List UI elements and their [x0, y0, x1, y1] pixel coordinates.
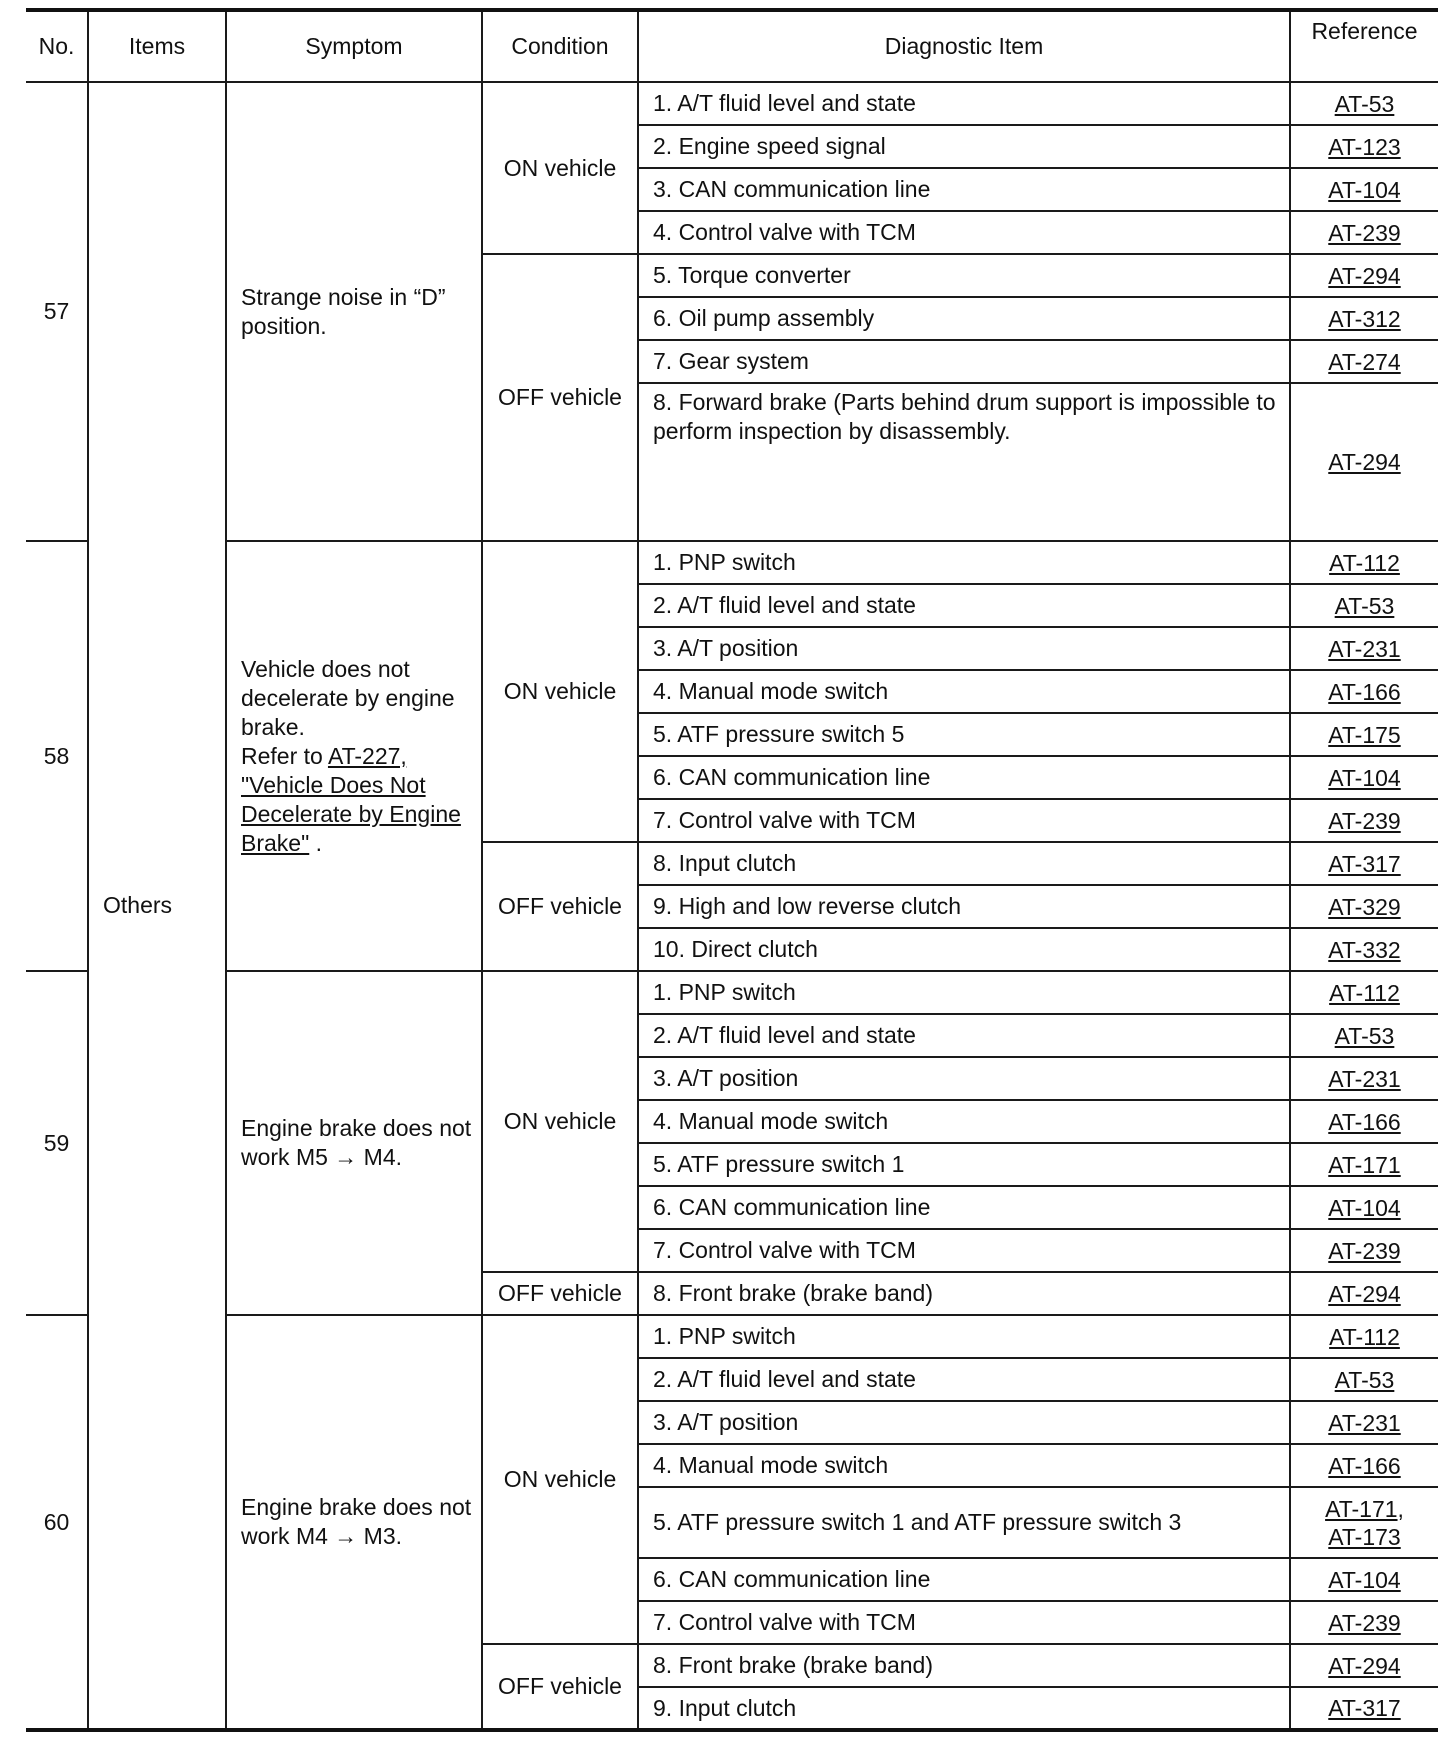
- reference-cell: [1290, 885, 1438, 928]
- condition-off-vehicle: OFF vehicle: [482, 842, 638, 971]
- reference-link[interactable]: AT-104: [1328, 764, 1401, 791]
- diagnostic-item: 5. ATF pressure switch 1: [638, 1143, 1290, 1186]
- diagnostic-item: 7. Control valve with TCM: [638, 1601, 1290, 1644]
- reference-cell: [1290, 1315, 1438, 1358]
- row-number-60: 60: [26, 1315, 88, 1730]
- reference-link[interactable]: AT-317: [1328, 1695, 1401, 1721]
- diagnostic-item: 7. Gear system: [638, 340, 1290, 383]
- condition-on-vehicle: ON vehicle: [482, 971, 638, 1272]
- reference-link[interactable]: AT-294: [1328, 1652, 1401, 1679]
- condition-on-vehicle: ON vehicle: [482, 1315, 638, 1644]
- diagnostic-item: 9. High and low reverse clutch: [638, 885, 1290, 928]
- reference-link[interactable]: AT-104: [1328, 176, 1401, 203]
- reference-link[interactable]: AT-166: [1328, 1108, 1401, 1135]
- header-symptom: Symptom: [226, 10, 482, 82]
- reference-link[interactable]: AT-112: [1329, 549, 1400, 576]
- diagnostic-item: 7. Control valve with TCM: [638, 799, 1290, 842]
- diagnostic-item: 7. Control valve with TCM: [638, 1229, 1290, 1272]
- reference-cell: [1290, 670, 1438, 713]
- reference-link[interactable]: AT-294: [1328, 262, 1401, 289]
- reference-cell: [1290, 125, 1438, 168]
- header-items: Items: [88, 10, 226, 82]
- reference-cell: [1290, 1558, 1438, 1601]
- reference-link[interactable]: AT-104: [1328, 1194, 1401, 1221]
- reference-link[interactable]: AT-231: [1328, 1409, 1401, 1436]
- diagnostic-item: 2. A/T fluid level and state: [638, 584, 1290, 627]
- reference-cell: [1290, 756, 1438, 799]
- reference-cell: [1290, 842, 1438, 885]
- diagnostic-item: 1. PNP switch: [638, 971, 1290, 1014]
- row-number-57: 57: [26, 82, 88, 541]
- reference-cell: [1290, 383, 1438, 541]
- reference-cell: [1290, 799, 1438, 842]
- reference-cell: [1290, 1444, 1438, 1487]
- reference-cell: [1290, 627, 1438, 670]
- condition-on-vehicle: ON vehicle: [482, 541, 638, 842]
- reference-cell: [1290, 1186, 1438, 1229]
- symptom-59: Engine brake does not work M5 → M4.: [226, 971, 482, 1315]
- reference-link[interactable]: AT-294: [1328, 449, 1401, 475]
- reference-link[interactable]: AT-104: [1328, 1566, 1401, 1593]
- diagnostic-item: 4. Manual mode switch: [638, 670, 1290, 713]
- reference-link[interactable]: AT-317: [1328, 850, 1401, 877]
- reference-cell: [1290, 1272, 1438, 1315]
- diagnostic-item: 4. Control valve with TCM: [638, 211, 1290, 254]
- diagnostic-item: 3. CAN communication line: [638, 168, 1290, 211]
- reference-link[interactable]: AT-175: [1328, 721, 1401, 748]
- reference-cell: [1290, 584, 1438, 627]
- diagnostic-item: 3. A/T position: [638, 1057, 1290, 1100]
- reference-link[interactable]: AT-312: [1328, 305, 1401, 332]
- diagnostic-item: 4. Manual mode switch: [638, 1444, 1290, 1487]
- diagnostic-item: 9. Input clutch: [638, 1687, 1290, 1730]
- symptom-58-link[interactable]: AT-227, "Vehicle Does Not Decelerate by Engine Brake": [241, 742, 461, 856]
- symptom-60: Engine brake does not work M4 → M3.: [226, 1315, 482, 1730]
- reference-link[interactable]: AT-239: [1328, 1237, 1401, 1264]
- condition-off-vehicle: OFF vehicle: [482, 254, 638, 541]
- diagnostic-item: 6. CAN communication line: [638, 1186, 1290, 1229]
- diagnostic-item: 8. Front brake (brake band): [638, 1272, 1290, 1315]
- diagnostic-item: 5. ATF pressure switch 5: [638, 713, 1290, 756]
- reference-link[interactable]: AT-53: [1334, 1022, 1395, 1049]
- diagnostic-item: 10. Direct clutch: [638, 928, 1290, 971]
- reference-link[interactable]: AT-239: [1328, 807, 1401, 834]
- diagnostic-item: 5. ATF pressure switch 1 and ATF pressure switch 3: [638, 1487, 1290, 1558]
- reference-link[interactable]: AT-294: [1328, 1280, 1401, 1307]
- reference-cell: [1290, 1100, 1438, 1143]
- header-no: No.: [26, 10, 88, 82]
- diagnostic-item: 6. Oil pump assembly: [638, 297, 1290, 340]
- diagnostic-item: 2. A/T fluid level and state: [638, 1358, 1290, 1401]
- header-reference: Reference: [1290, 10, 1438, 82]
- table-row: [26, 541, 1438, 584]
- reference-link[interactable]: AT-274: [1328, 348, 1401, 375]
- symptom-58: [226, 541, 482, 971]
- reference-link[interactable]: AT-231: [1328, 1065, 1401, 1092]
- condition-off-vehicle: OFF vehicle: [482, 1644, 638, 1730]
- reference-cell: [1290, 254, 1438, 297]
- reference-link[interactable]: AT-166: [1328, 678, 1401, 705]
- row-number-59: 59: [26, 971, 88, 1315]
- diagnostic-item: 8. Front brake (brake band): [638, 1644, 1290, 1687]
- table-row: [26, 82, 1438, 125]
- reference-link[interactable]: AT-332: [1328, 936, 1401, 963]
- diagnostic-item: 2. A/T fluid level and state: [638, 1014, 1290, 1057]
- reference-cell: [1290, 1057, 1438, 1100]
- reference-cell: [1290, 1229, 1438, 1272]
- reference-cell: [1290, 1143, 1438, 1186]
- reference-link[interactable]: AT-53: [1334, 90, 1395, 117]
- reference-cell: [1290, 1487, 1438, 1558]
- reference-cell: [1290, 82, 1438, 125]
- symptom-58-refer: Refer to: [241, 742, 323, 769]
- row-number-58: 58: [26, 541, 88, 971]
- reference-cell: [1290, 1401, 1438, 1444]
- diagnostic-table-sheet: [26, 8, 1438, 1732]
- diagnostic-item: 1. A/T fluid level and state: [638, 82, 1290, 125]
- header-row: [26, 10, 1438, 82]
- reference-cell: [1290, 1014, 1438, 1057]
- reference-link[interactable]: AT-171: [1328, 1151, 1401, 1178]
- diagnostic-item: 6. CAN communication line: [638, 756, 1290, 799]
- reference-cell: [1290, 297, 1438, 340]
- reference-link[interactable]: AT-329: [1328, 893, 1401, 920]
- items-others: Others: [88, 82, 226, 1730]
- diagnostic-item: 5. Torque converter: [638, 254, 1290, 297]
- reference-link[interactable]: AT-239: [1328, 1609, 1401, 1636]
- diagnostic-item: 1. PNP switch: [638, 541, 1290, 584]
- reference-link[interactable]: AT-123: [1328, 133, 1401, 160]
- reference-cell: [1290, 1358, 1438, 1401]
- reference-link[interactable]: AT-173: [1328, 1523, 1401, 1550]
- reference-link[interactable]: AT-239: [1328, 219, 1401, 246]
- diagnostic-item: 8. Forward brake (Parts behind drum support is impossible to perform inspection by disassembly.: [638, 383, 1290, 541]
- reference-link[interactable]: AT-112: [1329, 1323, 1400, 1350]
- diagnostic-item: 2. Engine speed signal: [638, 125, 1290, 168]
- reference-cell: [1290, 168, 1438, 211]
- condition-on-vehicle: ON vehicle: [482, 82, 638, 254]
- symptom-58-text: Vehicle does not decelerate by engine brake.: [241, 655, 455, 740]
- diagnostic-item: 4. Manual mode switch: [638, 1100, 1290, 1143]
- reference-cell: [1290, 211, 1438, 254]
- reference-link[interactable]: AT-166: [1328, 1452, 1401, 1479]
- reference-cell: [1290, 928, 1438, 971]
- diagnostic-item: 1. PNP switch: [638, 1315, 1290, 1358]
- diagnostic-table: [26, 8, 1438, 1732]
- diagnostic-item: 8. Input clutch: [638, 842, 1290, 885]
- reference-separator: ,: [1397, 1495, 1404, 1522]
- reference-cell: [1290, 971, 1438, 1014]
- table-row: [26, 1315, 1438, 1358]
- reference-link[interactable]: AT-171: [1325, 1495, 1398, 1522]
- reference-link[interactable]: AT-231: [1328, 635, 1401, 662]
- symptom-58-tail: .: [315, 829, 323, 856]
- diagnostic-item: 6. CAN communication line: [638, 1558, 1290, 1601]
- reference-cell: [1290, 713, 1438, 756]
- reference-link[interactable]: AT-53: [1334, 592, 1395, 619]
- condition-off-vehicle: OFF vehicle: [482, 1272, 638, 1315]
- reference-cell: [1290, 541, 1438, 584]
- reference-cell: [1290, 1601, 1438, 1644]
- reference-link[interactable]: AT-53: [1334, 1366, 1395, 1393]
- diagnostic-item: 3. A/T position: [638, 1401, 1290, 1444]
- reference-cell: [1290, 1687, 1438, 1730]
- diagnostic-item: 3. A/T position: [638, 627, 1290, 670]
- table-row: [26, 971, 1438, 1014]
- reference-link[interactable]: AT-112: [1329, 979, 1400, 1006]
- header-condition: Condition: [482, 10, 638, 82]
- reference-cell: [1290, 340, 1438, 383]
- header-diagnostic-item: Diagnostic Item: [638, 10, 1290, 82]
- symptom-57: Strange noise in “D” position.: [226, 82, 482, 541]
- reference-cell: [1290, 1644, 1438, 1687]
